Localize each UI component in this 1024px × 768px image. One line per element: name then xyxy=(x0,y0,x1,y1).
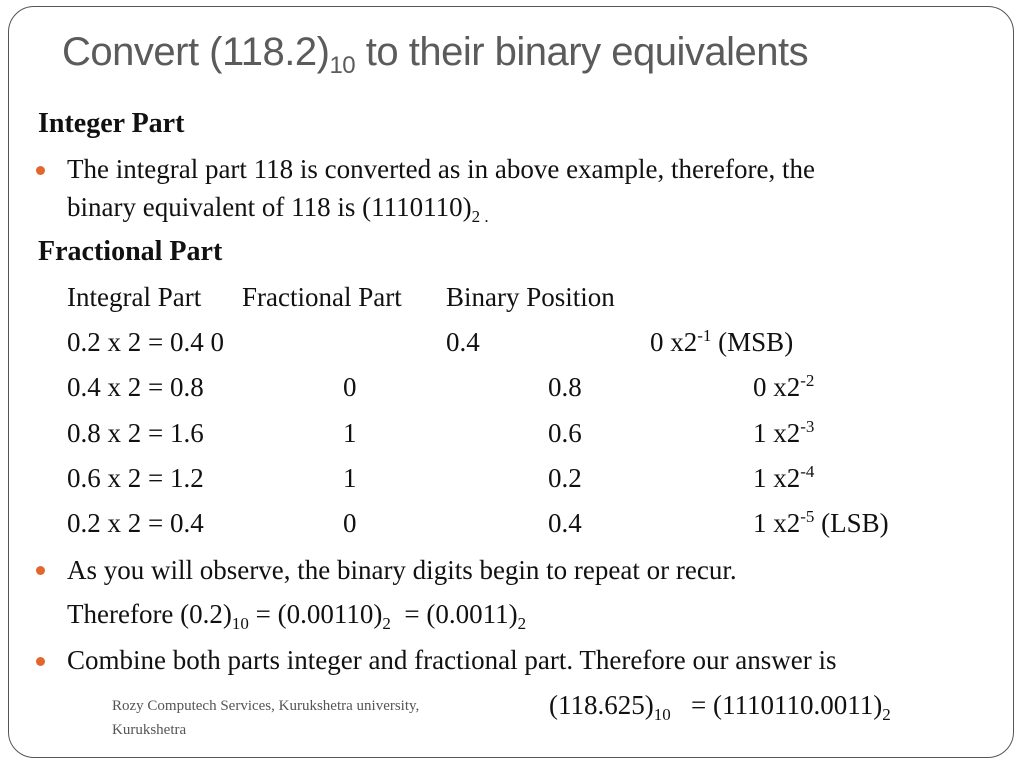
row-2-position: 0 $x2^{-2}$ xyxy=(753,371,815,402)
integer-part-heading: Integer Part xyxy=(38,108,185,139)
row-3-fraction: 0.6 xyxy=(548,418,582,448)
footer-credit xyxy=(112,694,492,742)
row-4-fraction: 0.2 xyxy=(548,463,582,493)
footer-line-1: Rozy Computech Services, Kurukshetra university, xyxy=(112,698,420,714)
row-4-position: 1 $x2^{-4}$ xyxy=(753,462,815,493)
row-4-integer: 1 xyxy=(343,463,357,493)
footer-line-2: Kurukshetra xyxy=(112,722,187,738)
integer-text-line1: The integral part 118 is converted as in above example, therefore, the xyxy=(67,154,815,184)
therefore-equation: Therefore $(0.2)_{10} = (0.00110)_2 = (0.0011)_2$ xyxy=(67,599,527,633)
observe-text: As you will observe, the binary digits begin to repeat or recur. xyxy=(67,555,737,585)
row-2-fraction: 0.8 xyxy=(548,372,582,402)
row-2-expression: 0.4 x 2 = 0.8 xyxy=(67,372,204,402)
combine-text: Combine both parts integer and fractional part. Therefore our answer is xyxy=(67,645,837,675)
row-5-position: 1 $x2^{-5}$ (LSB) xyxy=(753,507,889,538)
row-5-fraction: 0.4 xyxy=(548,508,582,538)
row-2-integer: 0 xyxy=(343,372,357,402)
row-1-position: 0 $x2^{-1}$ (MSB) xyxy=(650,326,794,357)
fractional-part-heading: Fractional Part xyxy=(38,236,223,267)
slide-title: Convert $(118.2)_{10}$ to their binary equivalents xyxy=(62,30,809,79)
row-1-expression: 0.2 x 2 = 0.4 0 xyxy=(67,327,224,357)
table-header-fractional: Fractional Part xyxy=(242,282,402,312)
table-header-integral: Integral Part xyxy=(67,282,202,312)
row-4-expression: 0.6 x 2 = 1.2 xyxy=(67,463,204,493)
row-5-integer: 0 xyxy=(343,508,357,538)
row-3-integer: 1 xyxy=(343,418,357,448)
row-1-fraction: 0.4 xyxy=(446,327,480,357)
bullet-icon xyxy=(36,566,45,575)
table-header-binary-position: Binary Position xyxy=(446,282,615,312)
row-3-position: 1 $x2^{-3}$ xyxy=(753,417,815,448)
bullet-icon xyxy=(36,657,45,666)
final-answer: $(118.625)_{10} = (1110110.0011)_2$ xyxy=(549,690,891,724)
bullet-icon xyxy=(36,166,45,175)
integer-text-line2: binary equivalent of 118 is $(1110110)_{2 .}$ xyxy=(67,192,489,226)
row-5-expression: 0.2 x 2 = 0.4 xyxy=(67,508,204,538)
row-3-expression: 0.8 x 2 = 1.6 xyxy=(67,418,204,448)
